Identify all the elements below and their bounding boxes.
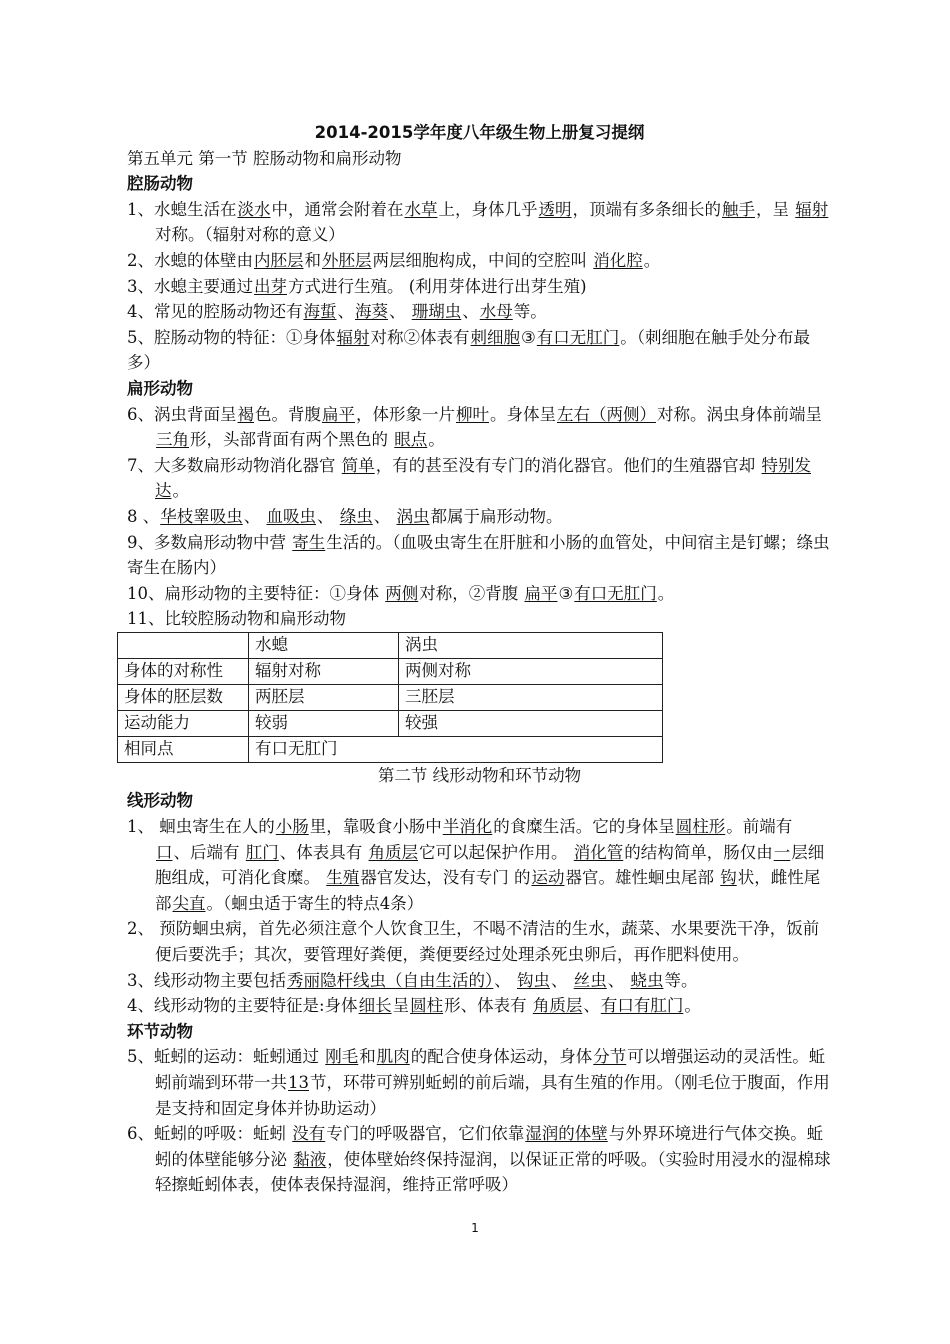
- table-cell: 身体的胚层数: [118, 684, 249, 710]
- text-segment: 、: [494, 970, 516, 990]
- table-row: [118, 710, 663, 736]
- text-segment: 器官。雄性蛔虫尾部: [565, 868, 720, 888]
- unit-heading: 第五单元 第一节 腔肠动物和扁形动物: [127, 148, 402, 168]
- answer-blank: 辐射: [795, 199, 829, 219]
- text-segment: 等。: [664, 970, 698, 990]
- answer-blank: 三角: [156, 430, 189, 450]
- text-segment: 。: [643, 250, 661, 270]
- text-segment: 专门的呼吸器官，它们依靠: [326, 1124, 525, 1144]
- answer-blank: 一: [773, 842, 791, 862]
- text-segment: 1、水螅生活在: [127, 199, 237, 219]
- answer-blank: 有口无肛门: [536, 327, 620, 347]
- answer-blank: 珊瑚虫: [411, 302, 462, 322]
- answer-blank: 有口有肛门: [600, 996, 684, 1016]
- text-segment: 和: [359, 1047, 376, 1067]
- table-cell: 有口无肛门: [249, 736, 663, 762]
- answer-blank: 海葵: [355, 302, 388, 322]
- answer-blank: 湿润的体壁: [525, 1124, 608, 1144]
- answer-blank: 淡水: [237, 199, 271, 219]
- answer-blank: 内胚层: [254, 250, 304, 270]
- section-heading-coelenterates: 腔肠动物: [127, 174, 193, 194]
- text-segment: 6、涡虫背面呈: [127, 404, 237, 424]
- text-segment: 对称②体表有: [370, 327, 470, 347]
- table-cell: 辐射对称: [249, 658, 399, 684]
- text-segment: 、: [583, 996, 600, 1016]
- answer-blank: 秀丽隐杆线虫（自由生活的）: [287, 970, 494, 990]
- text-segment: 。: [428, 430, 445, 450]
- answer-blank: 透明: [538, 199, 572, 219]
- text-segment: 5、蚯蚓的运动：蚯蚓通过: [127, 1047, 325, 1067]
- text-segment: 节，环带可辨别蚯蚓的前后端，具有生殖的作用。（刚毛位于腹面，作用是支持和固定身体并协助运动）: [155, 1073, 830, 1118]
- answer-blank: 丝虫: [573, 970, 607, 990]
- text-segment: 3、水螅主要通过: [127, 276, 253, 296]
- item-7: [127, 453, 832, 504]
- answer-blank: 简单: [341, 455, 375, 475]
- roundworm-item-3: [127, 968, 832, 994]
- document-page: [124, 120, 832, 1198]
- text-segment: ，呈: [756, 199, 795, 219]
- text-segment: 形、体表有: [444, 996, 532, 1016]
- roundworm-item-4: [127, 993, 832, 1019]
- answer-blank: 小肠: [275, 817, 309, 837]
- answer-blank: 肛门: [245, 842, 279, 862]
- text-segment: 的食糜生活。它的身体呈: [493, 817, 675, 837]
- answer-blank: 运动: [531, 868, 565, 888]
- table-header-row: [118, 632, 663, 658]
- answer-blank: 寄生: [292, 532, 326, 552]
- text-segment: ，使体壁始终保持湿润，以保证正常的呼吸。（实验时用浸水的湿棉球轻擦蚯蚓体表，使体表保持湿润，维持正常呼吸）: [155, 1149, 831, 1195]
- answer-blank: 涡虫: [396, 506, 430, 526]
- text-segment: 、: [607, 970, 630, 990]
- text-segment: 、: [243, 506, 266, 526]
- text-segment: ③: [521, 327, 536, 347]
- text-segment: 的配合使身体运动，身体: [410, 1047, 593, 1067]
- text-segment: 、: [462, 302, 479, 322]
- answer-blank: 肌肉: [376, 1047, 410, 1067]
- answer-blank: 刺细胞: [470, 327, 520, 347]
- text-segment: 。: [657, 583, 675, 603]
- item-1: [127, 197, 832, 248]
- text-segment: 色。背腹: [255, 404, 321, 424]
- text-segment: 状，雌性尾部: [155, 868, 821, 913]
- answer-blank: 尖直: [172, 893, 206, 913]
- text-segment: 对称，②背腹: [419, 583, 524, 603]
- answer-blank: 海蜇: [303, 302, 337, 322]
- item-3: [127, 274, 832, 300]
- table-row: [118, 684, 663, 710]
- text-segment: 对称。涡虫身体前端呈: [657, 404, 822, 424]
- answer-blank: 刚毛: [325, 1047, 359, 1067]
- answer-blank: 细长: [358, 996, 392, 1016]
- answer-blank: 蛲虫: [630, 970, 664, 990]
- text-segment: 等。: [513, 302, 547, 322]
- item-10: [127, 581, 832, 607]
- answer-blank: 褐: [237, 404, 254, 424]
- answer-blank: 扁平: [322, 404, 355, 424]
- text-segment: ，体形象一片: [356, 404, 455, 424]
- answer-blank: 左右（两侧）: [557, 404, 656, 424]
- text-segment: 方式进行生殖。 (利用芽体进行出芽生殖): [288, 276, 587, 296]
- text-segment: 生活的。（血吸虫寄生在肝脏和小肠的血管处，中间宿主是钉螺；绦虫寄生在肠内）: [127, 532, 830, 578]
- document-title: 2014-2015学年度八年级生物上册复习提纲: [314, 123, 645, 142]
- item-4: [127, 299, 832, 325]
- answer-blank: 血吸虫: [266, 506, 316, 526]
- text-segment: 和: [304, 250, 321, 270]
- section-heading-flatworms: 扁形动物: [127, 378, 193, 398]
- answer-blank: 两侧: [385, 583, 419, 603]
- table-cell: 涡虫: [399, 632, 663, 658]
- text-segment: 6、蚯蚓的呼吸：蚯蚓: [127, 1124, 292, 1144]
- text-segment: 、: [373, 506, 396, 526]
- roundworm-item-1: [127, 814, 832, 916]
- text-segment: 。: [684, 996, 701, 1016]
- answer-blank: 眼点: [394, 430, 428, 450]
- text-segment: 4、常见的腔肠动物还有: [127, 302, 303, 322]
- text-segment: 形，头部背面有两个黑色的: [190, 430, 394, 450]
- answer-blank: 消化腔: [593, 250, 643, 270]
- answer-blank: 角质层: [368, 842, 418, 862]
- answer-blank: 柳叶: [456, 404, 489, 424]
- answer-blank: 绦虫: [339, 506, 373, 526]
- text-segment: 器官发达，没有专门 的: [360, 868, 531, 888]
- section-2-heading: 第二节 线形动物和环节动物: [377, 765, 582, 785]
- answer-blank: 钩虫: [517, 970, 550, 990]
- answer-blank: 圆柱: [410, 996, 444, 1016]
- text-segment: 对称。（辐射对称的意义）: [155, 225, 345, 245]
- text-segment: 5、腔肠动物的特征：①身体: [127, 327, 336, 347]
- table-row: [118, 658, 663, 684]
- text-segment: 、: [337, 302, 354, 322]
- text-segment: 。（刺细胞在触手处分布最多）: [127, 327, 811, 373]
- answer-blank: 有口无肛门: [574, 583, 657, 603]
- text-segment: 。身体呈: [490, 404, 556, 424]
- answer-blank: 黏液: [293, 1149, 327, 1169]
- text-segment: 3、线形动物主要包括: [127, 970, 286, 990]
- table-cell: 水螅: [249, 632, 399, 658]
- text-segment: 4、线形动物的主要特征是:身体: [127, 996, 358, 1016]
- answer-blank: 华枝睾吸虫: [160, 506, 243, 526]
- answer-blank: 辐射: [336, 327, 370, 347]
- answer-blank: 圆柱形: [675, 817, 726, 837]
- text-segment: 。前端有: [726, 817, 793, 837]
- answer-blank: 消化管: [573, 842, 624, 862]
- text-segment: 、体表具有: [279, 842, 368, 862]
- text-segment: ，有的甚至没有专门的消化器官。他们的生殖器官却: [375, 455, 761, 475]
- annelid-item-6: [127, 1121, 832, 1198]
- table-cell: 相同点: [118, 736, 249, 762]
- text-segment: 8 、: [127, 506, 160, 526]
- answer-blank: 触手: [722, 199, 755, 219]
- text-segment: 9、多数扁形动物中营: [127, 532, 292, 552]
- text-segment: 里，靠吸食小肠中: [309, 817, 442, 837]
- answer-blank: 水母: [479, 302, 513, 322]
- answer-blank: 钩: [720, 868, 737, 888]
- text-segment: 上，身体几乎: [438, 199, 538, 219]
- text-segment: 、后端有: [173, 842, 245, 862]
- text-segment: 中，通常会附着在: [271, 199, 404, 219]
- text-segment: 、: [551, 970, 573, 990]
- table-row: [118, 736, 663, 762]
- text-segment: 、: [389, 302, 411, 322]
- answer-blank: 水草: [404, 199, 438, 219]
- answer-blank: 角质层: [532, 996, 583, 1016]
- answer-blank: 分节: [593, 1047, 627, 1067]
- table-cell: 两侧对称: [399, 658, 663, 684]
- answer-blank: 半消化: [442, 817, 493, 837]
- answer-blank: 特别发达: [155, 455, 811, 501]
- item-2: [127, 248, 832, 274]
- annelid-item-5: [127, 1044, 832, 1121]
- table-cell: 三胚层: [399, 684, 663, 710]
- page-number: 1: [471, 1221, 479, 1235]
- text-segment: 层细胞组成，可消化食糜。: [155, 842, 825, 888]
- comparison-table: [117, 632, 663, 763]
- table-cell: 较强: [399, 710, 663, 736]
- text-segment: 、: [317, 506, 339, 526]
- roundworm-item-2: 2、 预防蛔虫病，首先必须注意个人饮食卫生，不喝不清洁的生水，蔬菜、水果要洗干净，饭前便后要洗手；其次，要管理好粪便，粪便要经过处理杀死虫卵后，再作肥料使用。: [127, 919, 820, 965]
- answer-blank: 13: [288, 1073, 309, 1092]
- text-segment: 的结构简单，肠仅由: [624, 842, 773, 862]
- table-cell: 身体的对称性: [118, 658, 249, 684]
- answer-blank: 外胚层: [322, 250, 372, 270]
- text-segment: 1、 蛔虫寄生在人的: [127, 817, 275, 837]
- text-segment: 7、大多数扁形动物消化器官: [127, 455, 341, 475]
- text-segment: 10、扁形动物的主要特征：①身体: [127, 583, 385, 603]
- table-cell: 两胚层: [249, 684, 399, 710]
- answer-blank: 生殖: [326, 868, 360, 888]
- text-segment: 。（蛔虫适于寄生的特点4条）: [206, 893, 424, 913]
- text-segment: 都属于扁形动物。: [430, 506, 563, 526]
- item-5: [127, 325, 832, 376]
- text-segment: 可以增强运动的灵活性。蚯蚓前端到环带一共: [155, 1047, 826, 1092]
- item-8: [127, 504, 832, 530]
- item-6: [127, 402, 832, 453]
- table-cell: 较弱: [249, 710, 399, 736]
- text-segment: 它可以起保护作用。: [419, 842, 573, 862]
- text-segment: 2、水螅的体壁由: [127, 250, 253, 270]
- table-cell: [118, 632, 249, 658]
- answer-blank: 口: [156, 842, 173, 862]
- item-11: 11、比较腔肠动物和扁形动物: [127, 609, 346, 629]
- text-segment: ③: [558, 583, 574, 603]
- text-segment: 两层细胞构成，中间的空腔叫: [372, 250, 593, 270]
- item-9: [127, 530, 832, 581]
- answer-blank: 扁平: [524, 583, 558, 603]
- text-segment: ，顶端有多条细长的: [572, 199, 721, 219]
- text-segment: 与外界环境进行气体交换。蚯蚓的体壁能够分泌: [155, 1124, 824, 1169]
- text-segment: 呈: [392, 996, 410, 1016]
- section-heading-annelids: 环节动物: [127, 1021, 193, 1041]
- answer-blank: 没有: [292, 1124, 326, 1144]
- section-heading-roundworms: 线形动物: [127, 791, 193, 811]
- answer-blank: 出芽: [254, 276, 287, 296]
- table-cell: 运动能力: [118, 710, 249, 736]
- text-segment: 。: [172, 481, 189, 501]
